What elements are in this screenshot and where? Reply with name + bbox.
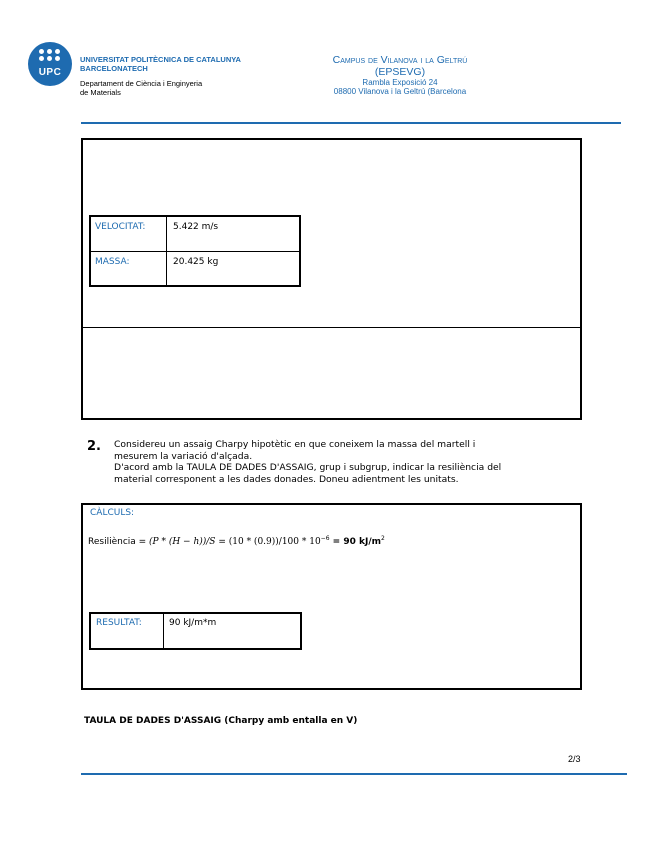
logo-text: UPC [38,67,62,78]
question-line3: D'acord amb la TAULA DE DADES D'ASSAIG, grup i subgrup, indicar la resiliència del [114,462,502,473]
formula-exponent: −6 [320,535,330,542]
formula-equals: = [215,537,229,547]
university-name [80,55,241,73]
data-table-title: TAULA DE DADES D'ASSAIG (Charpy amb entalla en V) [84,716,358,726]
formula-result-exponent: 2 [381,535,385,542]
address-line2: 08800 Vilanova i la Geltrú (Barcelona [333,87,467,96]
question-text [114,439,584,485]
question-line1: Considereu un assaig Charpy hipotètic en que coneixem la massa del martell i [114,439,476,450]
department-line2: de Materials [80,88,121,97]
page-number: 2/3 [568,754,581,764]
campus-abbrev: (EPSEVG) [374,66,426,78]
mass-label: MASSA: [90,251,167,286]
campus-info [300,54,500,96]
table-row [90,613,301,649]
question-number: 2. [87,439,101,454]
footer-divider [81,773,627,775]
result-label: RESULTAT: [90,613,164,649]
result-value: 90 kJ/m*m [164,613,302,649]
department-line1: Departament de Ciència i Enginyeria [80,79,203,88]
velocity-label: VELOCITAT: [90,216,167,251]
department-name [80,79,260,97]
velocity-value: 5.422 m/s [167,216,301,251]
university-line1: UNIVERSITAT POLITÈCNICA DE CATALUNYA [80,55,241,64]
resilience-formula [88,535,385,547]
address-line1: Rambla Exposició 24 [362,78,438,87]
header-divider [81,122,621,124]
answer-box-1-divider [83,327,580,328]
formula-result: = 90 kJ/m [329,537,381,547]
university-line2: BARCELONATECH [80,64,148,73]
formula-prefix: Resiliència = [88,537,150,547]
question-line2: mesurem la variació d'alçada. [114,450,253,462]
table-row [90,216,300,251]
question-line4: material corresponent a les dades donades. Doneu adientment les unitats. [114,473,459,485]
data-table [89,215,301,287]
campus-name: Campus de Vilanova i la Geltrú [332,54,468,66]
calculations-box [81,503,582,690]
result-table [89,612,302,650]
calculations-title: CÀLCULS: [90,508,135,518]
upc-logo [28,42,72,86]
table-row [90,251,300,286]
logo-dots-icon [39,49,61,65]
formula-left: (P * (H − h))/S [149,537,216,547]
formula-right: (10 * (0.9))/100 * 10 [228,537,321,547]
mass-value: 20.425 kg [167,251,301,286]
